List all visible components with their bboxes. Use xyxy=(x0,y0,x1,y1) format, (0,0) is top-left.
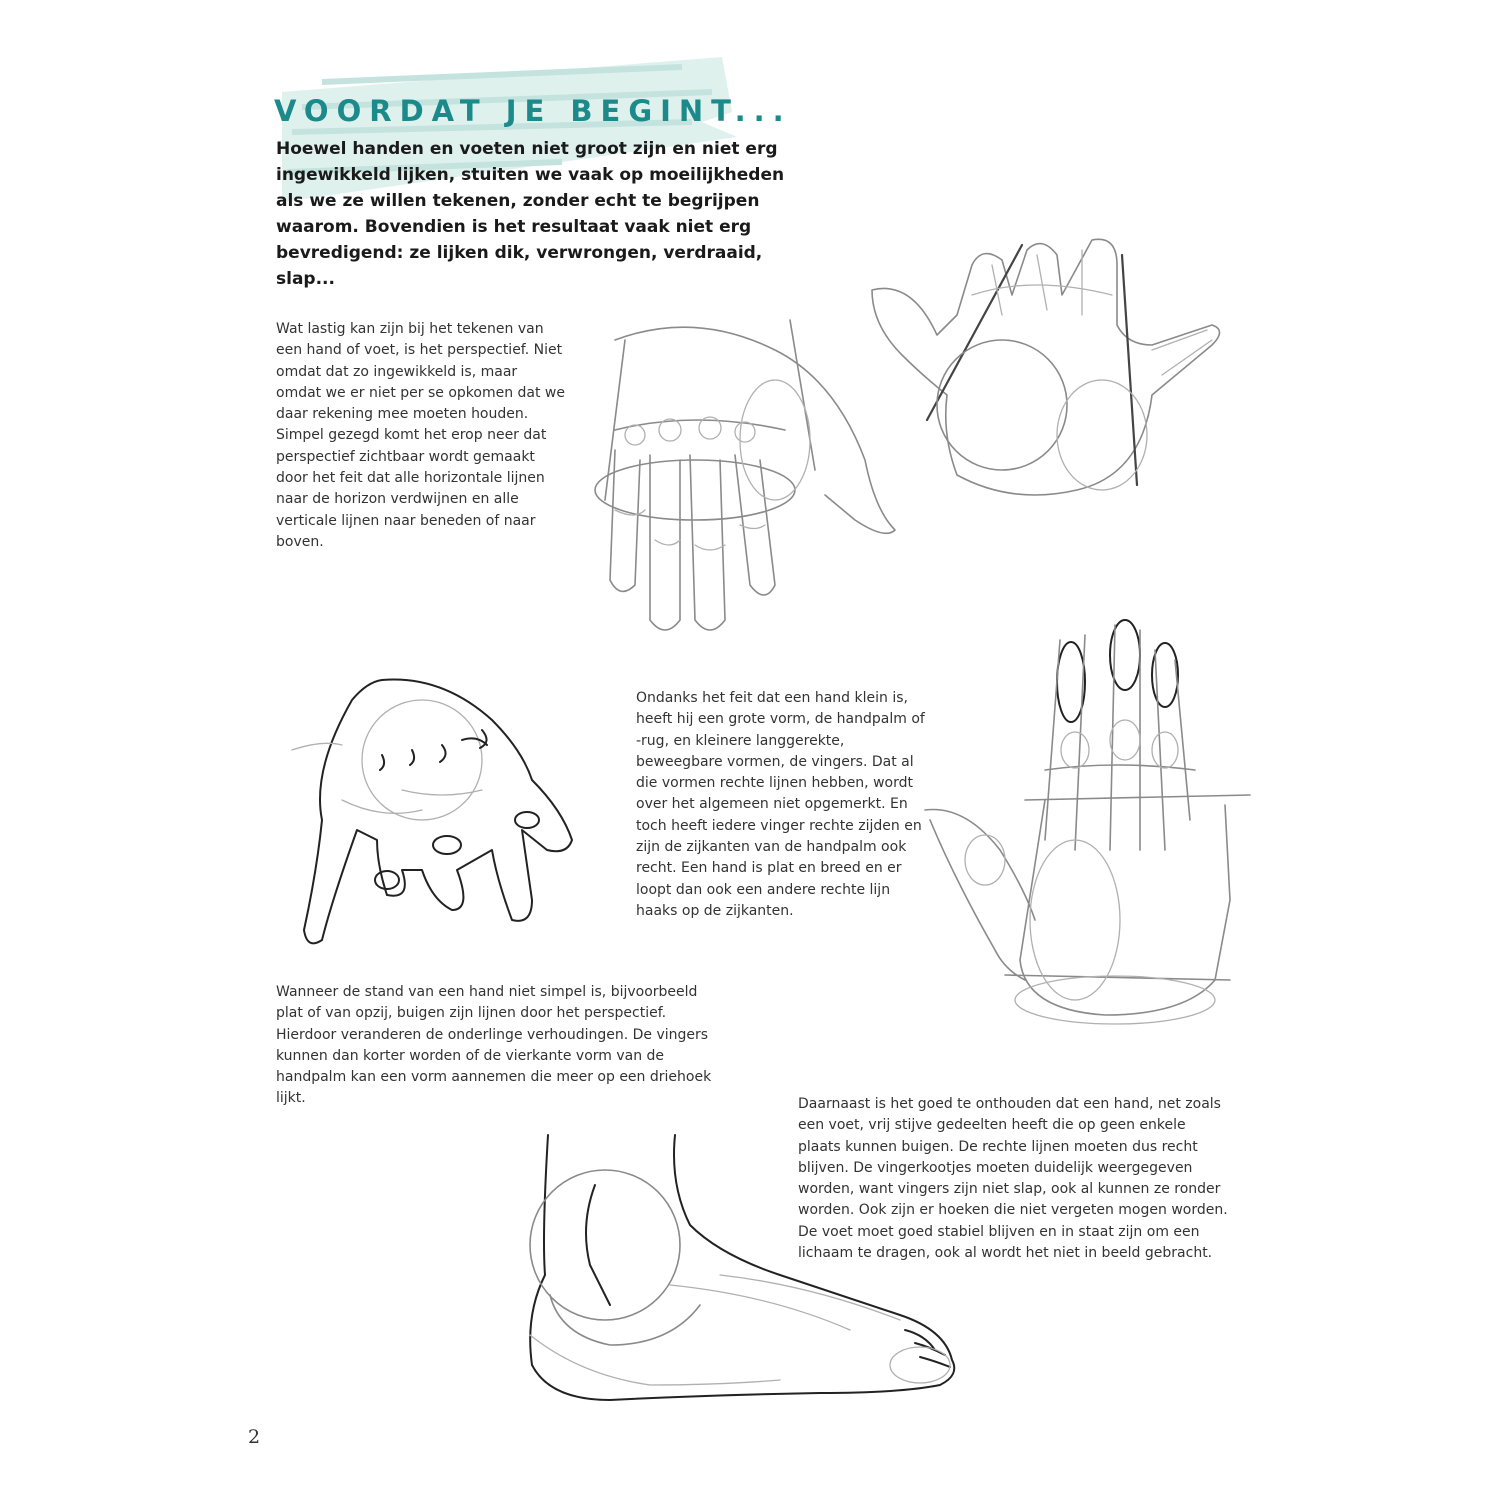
paragraph-perspective: Wat lastig kan zijn bij het tekenen van een hand of voet, is het perspectief. Niet omdat dat zo ingewikkeld is, maar omdat we er niet per se opkomen dat we daar rekening mee moeten houden. Simpel gezegd komt het erop neer dat perspectief zichtbaar wordt gemaakt door het feit dat alle horizontale lijnen naar de horizon verdwijnen en alle verticale lijnen naar beneden of naar boven. xyxy=(276,321,565,550)
hand-perspective-sketch xyxy=(575,320,905,660)
paragraph-proportions: Wanneer de stand van een hand niet simpel is, bijvoorbeeld plat of van opzij, buigen zijn lijnen door het perspectief. Hierdoor veranderen de onderlinge verhoudingen. De vingers kunnen dan korter worden of de vierkante vorm van de handpalm kan een vorm aannemen die meer op een driehoek lijkt. xyxy=(276,984,712,1107)
page-number: 2 xyxy=(248,1426,261,1448)
intro-text: Hoewel handen en voeten niet groot zijn en niet erg ingewikkeld lijken, stuiten we vaak op moeilijkheden als we ze willen tekenen, zonder echt te begrijpen waarom. Bovendien is het resultaat vaak niet erg bevredigend: ze lijken dik, verwrongen, verdraaid, slap... xyxy=(276,139,785,289)
paragraph-rigidity: Daarnaast is het goed te onthouden dat een hand, net zoals een voet, vrij stijve gedeelten heeft die op geen enkele plaats kunnen buigen. De rechte lijnen moeten dus recht blijven. De vingerkootjes moeten duidelijk weergegeven worden, want vingers zijn niet slap, ook al kunnen ze ronder worden. Ook zijn er hoeken die niet vergeten mogen worden. De voet moet goed stabiel blijven en in staat zijn om een lichaam te dragen, ook al wordt het niet in beeld gebracht. xyxy=(798,1096,1228,1262)
paragraph-shapes: Ondanks het feit dat een hand klein is, heeft hij een grote vorm, de handpalm of -rug, en kleinere langgerekte, beweegbare vormen, de vingers. Dat al die vormen rechte lijnen hebben, wordt over het algemeen niet opgemerkt. En toch heeft iedere vinger rechte zijden en zijn de zijkanten van de handpalm ook recht. Een hand is plat en breed en er loopt dan ook een andere rechte lijn haaks op de zijkanten. xyxy=(636,690,925,919)
foot-side-sketch xyxy=(520,1135,965,1415)
hand-construction-sketch xyxy=(925,620,1250,1040)
open-hand-sketch xyxy=(862,235,1237,505)
page-title: VOORDAT JE BEGINT... xyxy=(274,94,792,128)
hand-from-above-sketch xyxy=(292,670,582,950)
